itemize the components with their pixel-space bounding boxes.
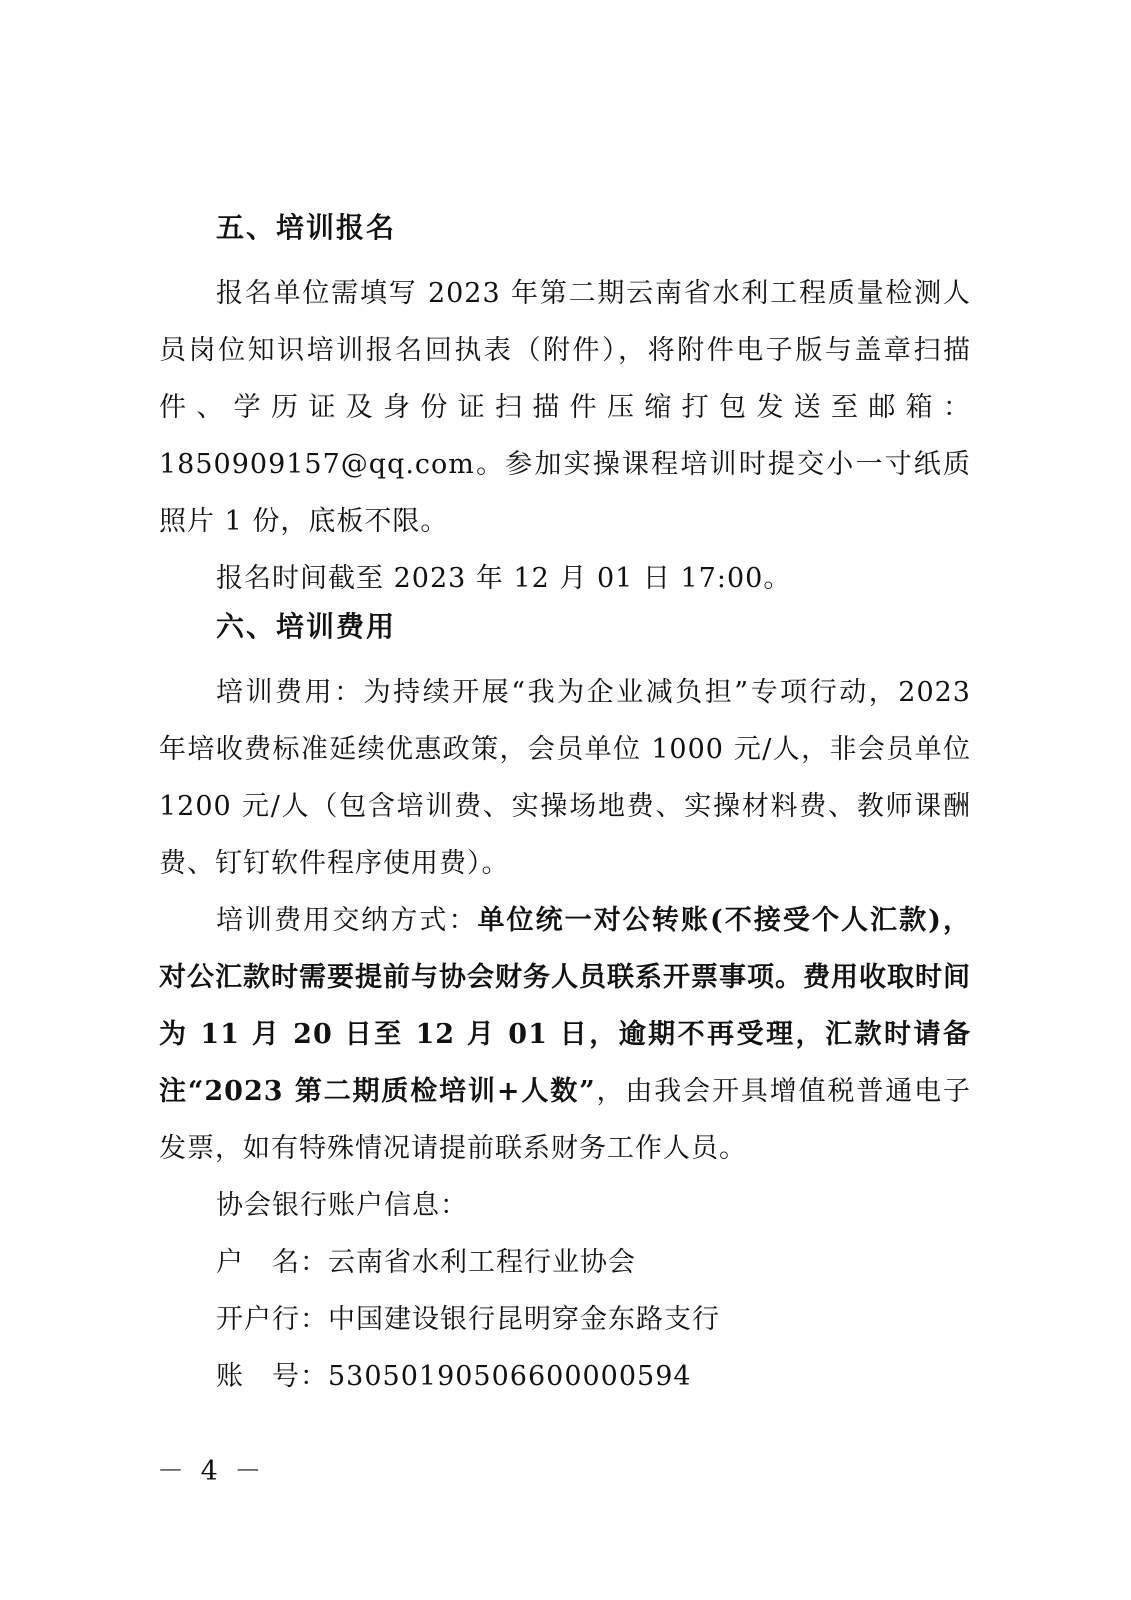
bank-branch-value: 中国建设银行昆明穿金东路支行 (328, 1304, 720, 1335)
section-6-paragraph-payment (159, 892, 971, 1177)
bank-account-name-value: 云南省水利工程行业协会 (328, 1247, 636, 1278)
document-body (159, 208, 971, 1405)
section-6-paragraph-fees: 培训费用：为持续开展“我为企业减负担”专项行动，2023 年培收费标准延续优惠政策，会员单位 1000 元/人，非会员单位 1200 元/人（包含培训费、实操场地费、实操材料费、教师课酬费、钉钉软件程序使用费）。 (159, 677, 971, 879)
section-5-heading: 五、培训报名 (216, 211, 397, 244)
bank-account-name-label: 户 名： (216, 1247, 328, 1278)
payment-intro-text: 培训费用交纳方式： (216, 905, 478, 936)
section-5-paragraph-registration: 报名单位需填写 2023 年第二期云南省水利工程质量检测人员岗位知识培训报名回执表（附件），将附件电子版与盖章扫描件、学历证及身份证扫描件压缩打包发送至邮箱：1850909157@qq.com。参加实操课程培训时提交小一寸纸质照片 1 份，底板不限。 (159, 278, 971, 537)
payment-tail-text: ，由我会开具增值税普通电子发票，如有特殊情况请提前联系财务工作人员。 (159, 1076, 972, 1164)
section-6-heading: 六、培训费用 (216, 610, 397, 643)
section-5-paragraph-deadline: 报名时间截至 2023 年 12 月 01 日 17:00。 (216, 563, 792, 594)
bank-account-number-value: 53050190506600000594 (328, 1361, 692, 1392)
payment-bold-text: 单位统一对公转账(不接受个人汇款)，对公汇款时需要提前与协会财务人员联系开票事项。费用收取时间为 11 月 20 日至 12 月 01 日，逾期不再受理，汇款时请备注“2023 第二期质检培训+人数” (159, 905, 971, 1107)
bank-branch-label: 开户行： (216, 1304, 328, 1335)
page-number: － 4 － (157, 1456, 266, 1487)
bank-account-number-label: 账 号： (216, 1361, 328, 1392)
bank-account-name-row (159, 1234, 971, 1291)
bank-info-intro: 协会银行账户信息： (216, 1190, 468, 1221)
bank-account-number-row (159, 1348, 971, 1405)
bank-branch-row (159, 1291, 971, 1348)
